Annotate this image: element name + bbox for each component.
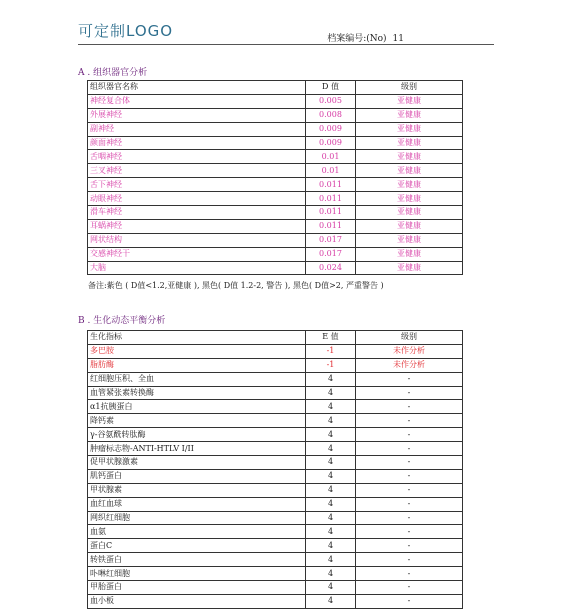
table-row [88,567,463,581]
row-level: 亚健康 [356,108,463,122]
row-name: 颜面神经 [88,136,306,150]
row-value: -1 [306,344,356,358]
row-name: 动眼神经 [88,192,306,206]
organ-analysis-table [87,80,463,275]
table-row [88,456,463,470]
row-level: - [356,511,463,525]
table-row [88,108,463,122]
row-name: 舌咽神经 [88,150,306,164]
row-level: 亚健康 [356,150,463,164]
row-value: 4 [306,525,356,539]
row-name: 转铁蛋白 [88,553,306,567]
row-level: - [356,483,463,497]
row-level: - [356,372,463,386]
column-header-name: 生化指标 [88,331,306,345]
row-name: 交感神经干 [88,247,306,261]
row-value: -1 [306,358,356,372]
row-name: 蛋白C [88,539,306,553]
row-value: 4 [306,414,356,428]
row-value: 0.01 [306,150,356,164]
table-row [88,497,463,511]
row-value: 0.011 [306,192,356,206]
row-value: 4 [306,372,356,386]
row-level: 亚健康 [356,219,463,233]
row-level: - [356,497,463,511]
row-name: 脂肪酶 [88,358,306,372]
file-number-label: 档案编号:(No) [327,34,387,44]
row-value: 4 [306,456,356,470]
table-row [88,442,463,456]
table-row [88,386,463,400]
table-row [88,206,463,220]
biochem-analysis-table [87,330,463,609]
row-value: 0.009 [306,136,356,150]
row-name: 红细胞压积、全血 [88,372,306,386]
row-name: 促甲状腺激素 [88,456,306,470]
row-level: - [356,567,463,581]
row-level: - [356,539,463,553]
table-row [88,511,463,525]
header-divider [78,44,494,45]
row-name: 肿瘤标志物-ANTI-HTLV I/II [88,442,306,456]
row-name: 网状结构 [88,233,306,247]
row-level: - [356,400,463,414]
table-row [88,358,463,372]
table-row [88,581,463,595]
row-value: 4 [306,442,356,456]
table-row [88,192,463,206]
row-name: 甲状腺素 [88,483,306,497]
row-level: - [356,442,463,456]
row-value: 0.005 [306,94,356,108]
row-level: 亚健康 [356,192,463,206]
column-header-name: 组织器官名称 [88,81,306,95]
legend-note: 备注:紫色 ( D值<1.2,亚健康 ), 黑色( D值 1.2-2, 警告 ), 黑色( D值>2, 严重警告 ) [88,281,384,290]
table-row [88,594,463,608]
row-name: 卟啉红细胞 [88,567,306,581]
column-header-value: E 值 [306,331,356,345]
table-row [88,469,463,483]
row-name: γ-谷氨酰转肽酶 [88,428,306,442]
row-name: 网织红细胞 [88,511,306,525]
row-level: 未作分析 [356,344,463,358]
table-row [88,150,463,164]
row-value: 0.017 [306,233,356,247]
row-value: 4 [306,497,356,511]
row-level: 未作分析 [356,358,463,372]
file-number-value: 11 [392,34,404,44]
row-level: - [356,581,463,595]
row-level: - [356,456,463,470]
row-name: 多巴胺 [88,344,306,358]
row-name: α1抗胰蛋白 [88,400,306,414]
row-name: 三叉神经 [88,164,306,178]
row-value: 4 [306,483,356,497]
row-value: 0.011 [306,206,356,220]
table-header-row [88,331,463,345]
row-level: - [356,525,463,539]
row-level: 亚健康 [356,233,463,247]
row-level: - [356,428,463,442]
table-row [88,553,463,567]
row-level: - [356,414,463,428]
row-level: 亚健康 [356,247,463,261]
table-row [88,233,463,247]
table-row [88,261,463,275]
table-row [88,219,463,233]
table-row [88,414,463,428]
section-a-title: A . 组织器官分析 [78,68,148,78]
row-level: 亚健康 [356,206,463,220]
logo-text: 可定制LOGO [78,22,174,40]
row-level: 亚健康 [356,122,463,136]
report-header [78,18,494,48]
table-row [88,428,463,442]
row-level: 亚健康 [356,94,463,108]
table-row [88,247,463,261]
row-level: 亚健康 [356,164,463,178]
table-row [88,372,463,386]
row-level: 亚健康 [356,136,463,150]
row-name: 血小板 [88,594,306,608]
row-name: 大脑 [88,261,306,275]
column-header-level: 级别 [356,81,463,95]
row-level: - [356,469,463,483]
table-row [88,525,463,539]
row-name: 血红血球 [88,497,306,511]
row-value: 0.024 [306,261,356,275]
row-value: 4 [306,400,356,414]
row-name: 外展神经 [88,108,306,122]
row-value: 0.017 [306,247,356,261]
table-row [88,94,463,108]
column-header-value: D 值 [306,81,356,95]
row-value: 4 [306,428,356,442]
row-name: 舌下神经 [88,178,306,192]
table-row [88,164,463,178]
table-row [88,400,463,414]
table-row [88,483,463,497]
table-row [88,136,463,150]
row-name: 肌钙蛋白 [88,469,306,483]
row-value: 0.01 [306,164,356,178]
row-name: 滑车神经 [88,206,306,220]
row-name: 血管紧张素转换酶 [88,386,306,400]
row-level: 亚健康 [356,178,463,192]
row-level: - [356,594,463,608]
row-name: 甲胎蛋白 [88,581,306,595]
row-value: 4 [306,386,356,400]
file-number [327,31,404,44]
table-header-row [88,81,463,95]
row-level: 亚健康 [356,261,463,275]
row-name: 血氨 [88,525,306,539]
table-row [88,122,463,136]
table-row [88,178,463,192]
row-name: 耳蜗神经 [88,219,306,233]
row-value: 0.011 [306,219,356,233]
column-header-level: 级别 [356,331,463,345]
row-value: 4 [306,567,356,581]
row-value: 4 [306,594,356,608]
row-value: 4 [306,581,356,595]
table-row [88,344,463,358]
row-value: 4 [306,539,356,553]
row-value: 0.009 [306,122,356,136]
row-level: - [356,386,463,400]
section-b-title: B . 生化动态平衡分析 [78,316,166,326]
row-value: 4 [306,469,356,483]
row-value: 4 [306,553,356,567]
row-name: 副神经 [88,122,306,136]
row-level: - [356,553,463,567]
row-value: 0.008 [306,108,356,122]
row-value: 4 [306,511,356,525]
table-row [88,539,463,553]
row-name: 降钙素 [88,414,306,428]
row-value: 0.011 [306,178,356,192]
row-name: 神经复合体 [88,94,306,108]
